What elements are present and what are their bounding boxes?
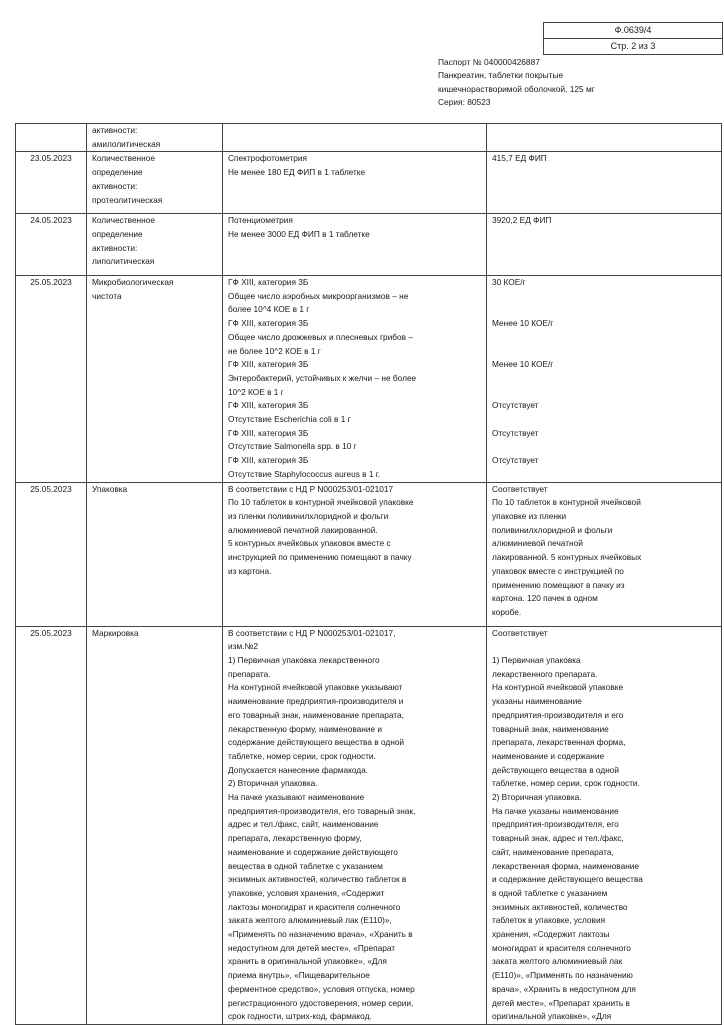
test-date-cell bbox=[16, 152, 87, 214]
cell-spacer bbox=[492, 228, 718, 234]
table-row bbox=[16, 276, 722, 483]
result-line: картона. 120 пачек в одном bbox=[492, 593, 598, 604]
result-line: детей месте», «Препарат хранить в bbox=[492, 997, 630, 1008]
result-line bbox=[492, 468, 718, 482]
norm-line: упаковке, условия хранения, «Содержит bbox=[228, 887, 385, 898]
norm-cell bbox=[223, 214, 487, 276]
result-cell bbox=[487, 214, 722, 276]
norm-line: 10^2 КОЕ в 1 г bbox=[228, 386, 284, 397]
test-date: 25.05.2023 bbox=[30, 627, 72, 638]
table-row bbox=[16, 124, 722, 152]
norm-line: вещества в одной таблетке с указанием bbox=[228, 860, 383, 871]
norm-line: наименование и содержание действующего bbox=[228, 846, 398, 857]
result-cell bbox=[487, 482, 722, 626]
result-line: в одной таблетке с указанием bbox=[492, 887, 608, 898]
norm-line: 1) Первичная упаковка лекарственного bbox=[228, 655, 380, 666]
test-date-cell bbox=[16, 124, 87, 152]
result-line: 415,7 ЕД ФИП bbox=[492, 153, 547, 164]
test-date: 25.05.2023 bbox=[30, 277, 72, 288]
norm-line: ГФ XIII, категория 3Б bbox=[228, 277, 309, 288]
norm-cell bbox=[223, 482, 487, 626]
result-line: заката желтого алюминиевый лак bbox=[492, 956, 623, 967]
norm-line: ГФ XIII, категория 3Б bbox=[228, 359, 309, 370]
form-code-box bbox=[543, 22, 723, 55]
norm-line: не более 10^2 КОЕ в 1 г bbox=[228, 345, 321, 356]
test-date-cell bbox=[16, 626, 87, 1024]
norm-line: ГФ XIII, категория 3Б bbox=[228, 455, 309, 466]
result-line: Соответствует bbox=[492, 483, 548, 494]
norm-line: изм.№2 bbox=[228, 641, 258, 652]
indicator-line: определение bbox=[92, 228, 143, 239]
result-line: предприятия-производителя и его bbox=[492, 709, 624, 720]
norm-line: Спектрофотометрия bbox=[228, 153, 308, 164]
norm-line: ГФ XIII, категория 3Б bbox=[228, 318, 309, 329]
result-line: лакированной. 5 контурных ячейковых bbox=[492, 552, 642, 563]
indicator-line: амилолитическая bbox=[92, 138, 161, 149]
norm-line: По 10 таблеток в контурной ячейковой упаковке bbox=[228, 497, 414, 508]
form-code: Ф.0639/4 bbox=[614, 25, 652, 35]
product-name-line1: Панкреатин, таблетки покрытые bbox=[438, 70, 564, 81]
result-line: таблетке, номер серии, срок годности. bbox=[492, 778, 640, 789]
result-line: Отсутствует bbox=[492, 427, 539, 438]
result-line: наименование и содержание bbox=[492, 750, 605, 761]
result-line: упаковке из пленки bbox=[492, 510, 567, 521]
norm-line: ферментное средство», условия отпуска, номер bbox=[228, 983, 415, 994]
norm-line: наименование предприятия-производителя и bbox=[228, 696, 404, 707]
result-line bbox=[492, 290, 718, 304]
norm-cell bbox=[223, 124, 487, 152]
passport-number: Паспорт № 040000426887 bbox=[438, 57, 540, 67]
result-line bbox=[492, 331, 718, 345]
norm-line: 2) Вторичная упаковка. bbox=[228, 778, 318, 789]
indicator-line: активности: bbox=[92, 125, 138, 135]
norm-line: Не менее 3000 ЕД ФИП в 1 таблетке bbox=[228, 228, 370, 239]
norm-line: Отсутствие Escherichia coli в 1 г bbox=[228, 414, 351, 425]
result-line bbox=[492, 413, 718, 427]
indicator-cell bbox=[87, 124, 223, 152]
norm-line: Общее число дрожжевых и плесневых грибов – bbox=[228, 331, 413, 342]
result-line: 2) Вторичная упаковка. bbox=[492, 792, 582, 803]
indicator-line: липолитическая bbox=[92, 256, 155, 267]
result-line: товарный знак, адрес и тел./факс, bbox=[492, 833, 624, 844]
result-line: товарный знак, наименование bbox=[492, 723, 609, 734]
indicator-line: Упаковка bbox=[92, 483, 128, 494]
norm-line: из пленки поливинилхлоридной и фольги bbox=[228, 510, 389, 521]
norm-line: ГФ XIII, категория 3Б bbox=[228, 427, 309, 438]
indicator-cell bbox=[87, 152, 223, 214]
table-row bbox=[16, 626, 722, 1024]
cell-spacer bbox=[18, 496, 84, 502]
norm-line: приема внутрь», «Пищеварительное bbox=[228, 970, 370, 981]
indicator-cell bbox=[87, 626, 223, 1024]
indicator-line: протеолитическая bbox=[92, 194, 163, 205]
result-cell bbox=[487, 276, 722, 483]
indicator-line: активности: bbox=[92, 180, 138, 191]
norm-line: Энтеробактерий, устойчивых к желчи – не более bbox=[228, 372, 417, 383]
result-line: лекарственная форма, наименование bbox=[492, 860, 640, 871]
result-line: алюминиевой печатной bbox=[492, 538, 583, 549]
cell-spacer bbox=[18, 228, 84, 234]
table-row bbox=[16, 152, 722, 214]
test-date: 25.05.2023 bbox=[30, 483, 72, 494]
test-date-cell bbox=[16, 482, 87, 626]
test-date-cell bbox=[16, 276, 87, 483]
cell-spacer bbox=[92, 269, 219, 275]
result-line: оригинальной упаковке», «Для bbox=[492, 1011, 612, 1022]
result-line: хранения, «Содержит лактозы bbox=[492, 929, 610, 940]
norm-line: срок годности, штрих-код, фармакод. bbox=[228, 1011, 372, 1022]
norm-line: 5 контурных ячейковых упаковок вместе с bbox=[228, 538, 391, 549]
result-line: поливинилхлоридной и фольги bbox=[492, 524, 613, 535]
norm-line: энзимных активностей, количество таблеток в bbox=[228, 874, 407, 885]
norm-line: лактозы моногидрат и красителя солнечного bbox=[228, 901, 401, 912]
cell-spacer bbox=[228, 180, 483, 186]
indicator-line: активности: bbox=[92, 242, 138, 253]
norm-line: из картона. bbox=[228, 565, 272, 576]
result-line: По 10 таблеток в контурной ячейковой bbox=[492, 497, 641, 508]
norm-line: регистрационного удостоверения, номер серии, bbox=[228, 997, 414, 1008]
indicator-cell bbox=[87, 482, 223, 626]
indicator-line: определение bbox=[92, 167, 143, 178]
result-line bbox=[492, 303, 718, 317]
norm-line: В соответствии с НД Р N000253/01-021017, bbox=[228, 627, 396, 638]
norm-line: Не менее 180 ЕД ФИП в 1 таблетке bbox=[228, 167, 366, 178]
result-line: Отсутствует bbox=[492, 400, 539, 411]
cell-spacer bbox=[92, 496, 219, 502]
result-line: На контурной ячейковой упаковке bbox=[492, 682, 624, 693]
norm-line: Отсутствие Staphylococcus aureus в 1 г. bbox=[228, 468, 381, 479]
result-line: Соответствует bbox=[492, 627, 548, 638]
norm-line: Потенциометрия bbox=[228, 215, 293, 226]
indicator-cell bbox=[87, 276, 223, 483]
norm-line: На контурной ячейковой упаковке указывают bbox=[228, 682, 403, 693]
result-line: 3920,2 ЕД ФИП bbox=[492, 215, 552, 226]
result-line: Менее 10 КОЕ/г bbox=[492, 318, 554, 329]
result-line: На пачке указаны наименование bbox=[492, 805, 619, 816]
cell-spacer bbox=[92, 207, 219, 213]
series-number: Серия: 80523 bbox=[438, 97, 491, 108]
indicator-line: Количественное bbox=[92, 215, 155, 226]
indicator-line: Микробиологическая bbox=[92, 277, 174, 288]
page-indicator: Стр. 2 из 3 bbox=[544, 38, 722, 54]
test-date-cell bbox=[16, 214, 87, 276]
result-line: и содержание действующего вещества bbox=[492, 874, 643, 885]
norm-line: алюминиевой печатной лакированной. bbox=[228, 524, 378, 535]
result-line: таблеток в упаковке, условия bbox=[492, 915, 606, 926]
result-line: энзимных активностей, количество bbox=[492, 901, 628, 912]
norm-line: Допускается нанесение фармакода. bbox=[228, 764, 369, 775]
norm-line: предприятия-производителя, его товарный знак, bbox=[228, 805, 416, 816]
norm-line: недоступном для детей месте», «Препарат bbox=[228, 942, 396, 953]
result-cell bbox=[487, 626, 722, 1024]
result-line: препарата, лекарственная форма, bbox=[492, 737, 626, 748]
result-line: Менее 10 КОЕ/г bbox=[492, 359, 554, 370]
result-cell bbox=[487, 152, 722, 214]
indicator-line: чистота bbox=[92, 290, 122, 301]
result-line: предприятия-производителя, его bbox=[492, 819, 619, 830]
test-date: 24.05.2023 bbox=[30, 215, 72, 226]
norm-line: таблетке, номер серии, срок годности. bbox=[228, 750, 376, 761]
table-row bbox=[16, 214, 722, 276]
norm-line: препарата, лекарственную форму, bbox=[228, 833, 362, 844]
result-line bbox=[492, 372, 718, 386]
result-line bbox=[492, 440, 718, 454]
result-line: лекарственного препарата. bbox=[492, 668, 598, 679]
cell-spacer bbox=[228, 579, 483, 585]
norm-cell bbox=[223, 152, 487, 214]
norm-cell bbox=[223, 626, 487, 1024]
table-body bbox=[16, 124, 722, 1025]
cell-spacer bbox=[492, 166, 718, 172]
norm-line: его товарный знак, наименование препарата, bbox=[228, 709, 404, 720]
norm-line: содержание действующего вещества в одной bbox=[228, 737, 405, 748]
norm-line: более 10^4 КОЕ в 1 г bbox=[228, 304, 310, 315]
cell-spacer bbox=[18, 166, 84, 172]
table-row bbox=[16, 482, 722, 626]
indicator-line: Маркировка bbox=[92, 627, 139, 638]
result-line: применению помещают в пачку из bbox=[492, 579, 625, 590]
result-line: коробе. bbox=[492, 606, 522, 617]
result-line bbox=[492, 640, 718, 654]
result-line: 30 КОЕ/г bbox=[492, 277, 526, 288]
norm-line: Общее число аэробных микроорганизмов – не bbox=[228, 290, 409, 301]
norm-line: ГФ XIII, категория 3Б bbox=[228, 400, 309, 411]
result-line: сайт, наименование препарата, bbox=[492, 846, 614, 857]
result-line: действующего вещества в одной bbox=[492, 764, 620, 775]
result-line bbox=[492, 345, 718, 359]
norm-line: инструкцией по применению помещают в пачку bbox=[228, 552, 412, 563]
norm-cell bbox=[223, 276, 487, 483]
result-line bbox=[492, 386, 718, 400]
result-line: Отсутствует bbox=[492, 455, 539, 466]
result-line: 1) Первичная упаковка bbox=[492, 655, 581, 666]
norm-line: хранить в оригинальной упаковке», «Для bbox=[228, 956, 387, 967]
norm-line: препарата. bbox=[228, 668, 271, 679]
norm-line: лекарственную форму, наименование и bbox=[228, 723, 383, 734]
result-line: моногидрат и красителя солнечного bbox=[492, 942, 631, 953]
cell-spacer bbox=[492, 620, 718, 626]
quality-test-table bbox=[15, 123, 722, 1025]
indicator-line: Количественное bbox=[92, 153, 155, 164]
result-cell bbox=[487, 124, 722, 152]
norm-line: На пачке указывают наименование bbox=[228, 792, 365, 803]
norm-line: заката желтого алюминиевый лак (Е110)», bbox=[228, 915, 392, 926]
norm-line: В соответствии с НД Р N000253/01-021017 bbox=[228, 483, 394, 494]
norm-line: Отсутствие Salmonella spp. в 10 г bbox=[228, 441, 357, 452]
norm-line: адрес и тел./факс, сайт, наименование bbox=[228, 819, 379, 830]
result-line: врача», «Хранить в недоступном для bbox=[492, 983, 636, 994]
product-name-line2: кишечнорастворимой оболочкой, 125 мг bbox=[438, 83, 595, 94]
norm-line: «Применять по назначению врача», «Хранить в bbox=[228, 929, 413, 940]
cell-spacer bbox=[228, 242, 483, 248]
test-date: 23.05.2023 bbox=[30, 153, 72, 164]
result-line: упаковок вместе с инструкцией по bbox=[492, 565, 624, 576]
indicator-cell bbox=[87, 214, 223, 276]
passport-info bbox=[438, 56, 595, 110]
result-line: указаны наименование bbox=[492, 696, 582, 707]
result-line: (Е110)», «Применять по назначению bbox=[492, 970, 633, 981]
